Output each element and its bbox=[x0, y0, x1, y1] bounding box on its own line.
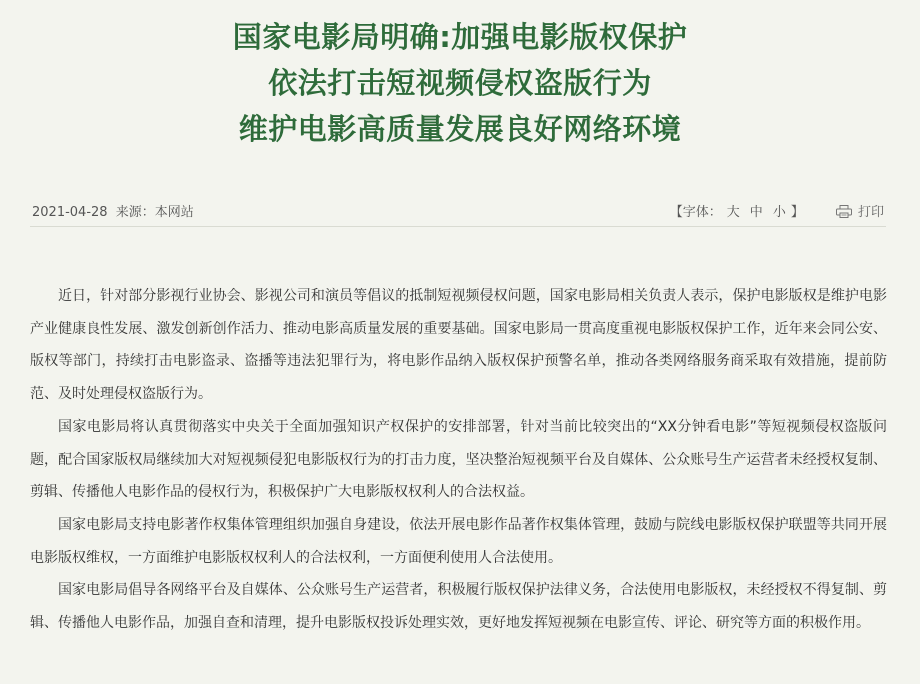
article-tools bbox=[670, 201, 884, 220]
title-line-2: 依法打击短视频侵权盗版行为 bbox=[268, 66, 652, 100]
title-line-1: 国家电影局明确:加强电影版权保护 bbox=[232, 20, 688, 54]
article-paragraph-4: 国家电影局倡导各网络平台及自媒体、公众账号生产运营者，积极履行版权保护法律义务，合法使用电影版权，未经授权不得复制、剪辑、传播他人电影作品，加强自查和清理，提升电影版权投诉处理实效，更好地发挥短视频在电影宣传、评论、研究等方面的积极作用。 bbox=[30, 582, 887, 632]
article-paragraph-3: 国家电影局支持电影著作权集体管理组织加强自身建设，依法开展电影作品著作权集体管理，鼓励与院线电影版权保护联盟等共同开展电影版权维权，一方面维护电影版权权利人的合法权利，一方面便利使用人合法使用。 bbox=[30, 516, 887, 566]
font-size-medium-button[interactable]: 中 bbox=[749, 205, 763, 220]
font-size-label: 【字体： bbox=[669, 205, 722, 220]
title-line-3: 维护电影高质量发展良好网络环境 bbox=[238, 112, 682, 146]
article-meta-bar bbox=[30, 192, 886, 227]
print-button[interactable] bbox=[836, 205, 884, 220]
publish-date: 2021-04-28 bbox=[32, 205, 108, 220]
print-label: 打印 bbox=[857, 205, 884, 220]
article-paragraph-2: 国家电影局将认真贯彻落实中央关于全面加强知识产权保护的安排部署，针对当前比较突出的“XX分钟看电影”等短视频侵权盗版问题，配合国家版权局继续加大对短视频侵犯电影版权行为的打击力度，坚决整治短视频平台及自媒体、公众账号生产运营者未经授权复制、剪辑、传播他人电影作品的侵权行为，积极保护广大电影版权权利人的合法权益。 bbox=[30, 418, 887, 501]
article-meta-info bbox=[32, 201, 198, 220]
article-title bbox=[0, 14, 920, 152]
printer-icon bbox=[836, 205, 852, 218]
font-size-control bbox=[670, 205, 808, 220]
font-size-small-button[interactable]: 小 bbox=[772, 205, 786, 220]
font-size-large-button[interactable]: 大 bbox=[726, 205, 740, 220]
article-body bbox=[30, 280, 887, 640]
article-source: 来源：本网站 bbox=[115, 205, 194, 220]
font-size-bracket-close: 】 bbox=[790, 205, 804, 220]
article-paragraph-1: 近日，针对部分影视行业协会、影视公司和演员等倡议的抵制短视频侵权问题，国家电影局相关负责人表示，保护电影版权是维护电影产业健康良性发展、激发创新创作活力、推动电影高质量发展的重要基础。国家电影局一贯高度重视电影版权保护工作，近年来会同公安、版权等部门，持续打击电影盗录、盗播等违法犯罪行为，将电影作品纳入版权保护预警名单，推动各类网络服务商采取有效措施，提前防范、及时处理侵权盗版行为。 bbox=[30, 288, 887, 403]
